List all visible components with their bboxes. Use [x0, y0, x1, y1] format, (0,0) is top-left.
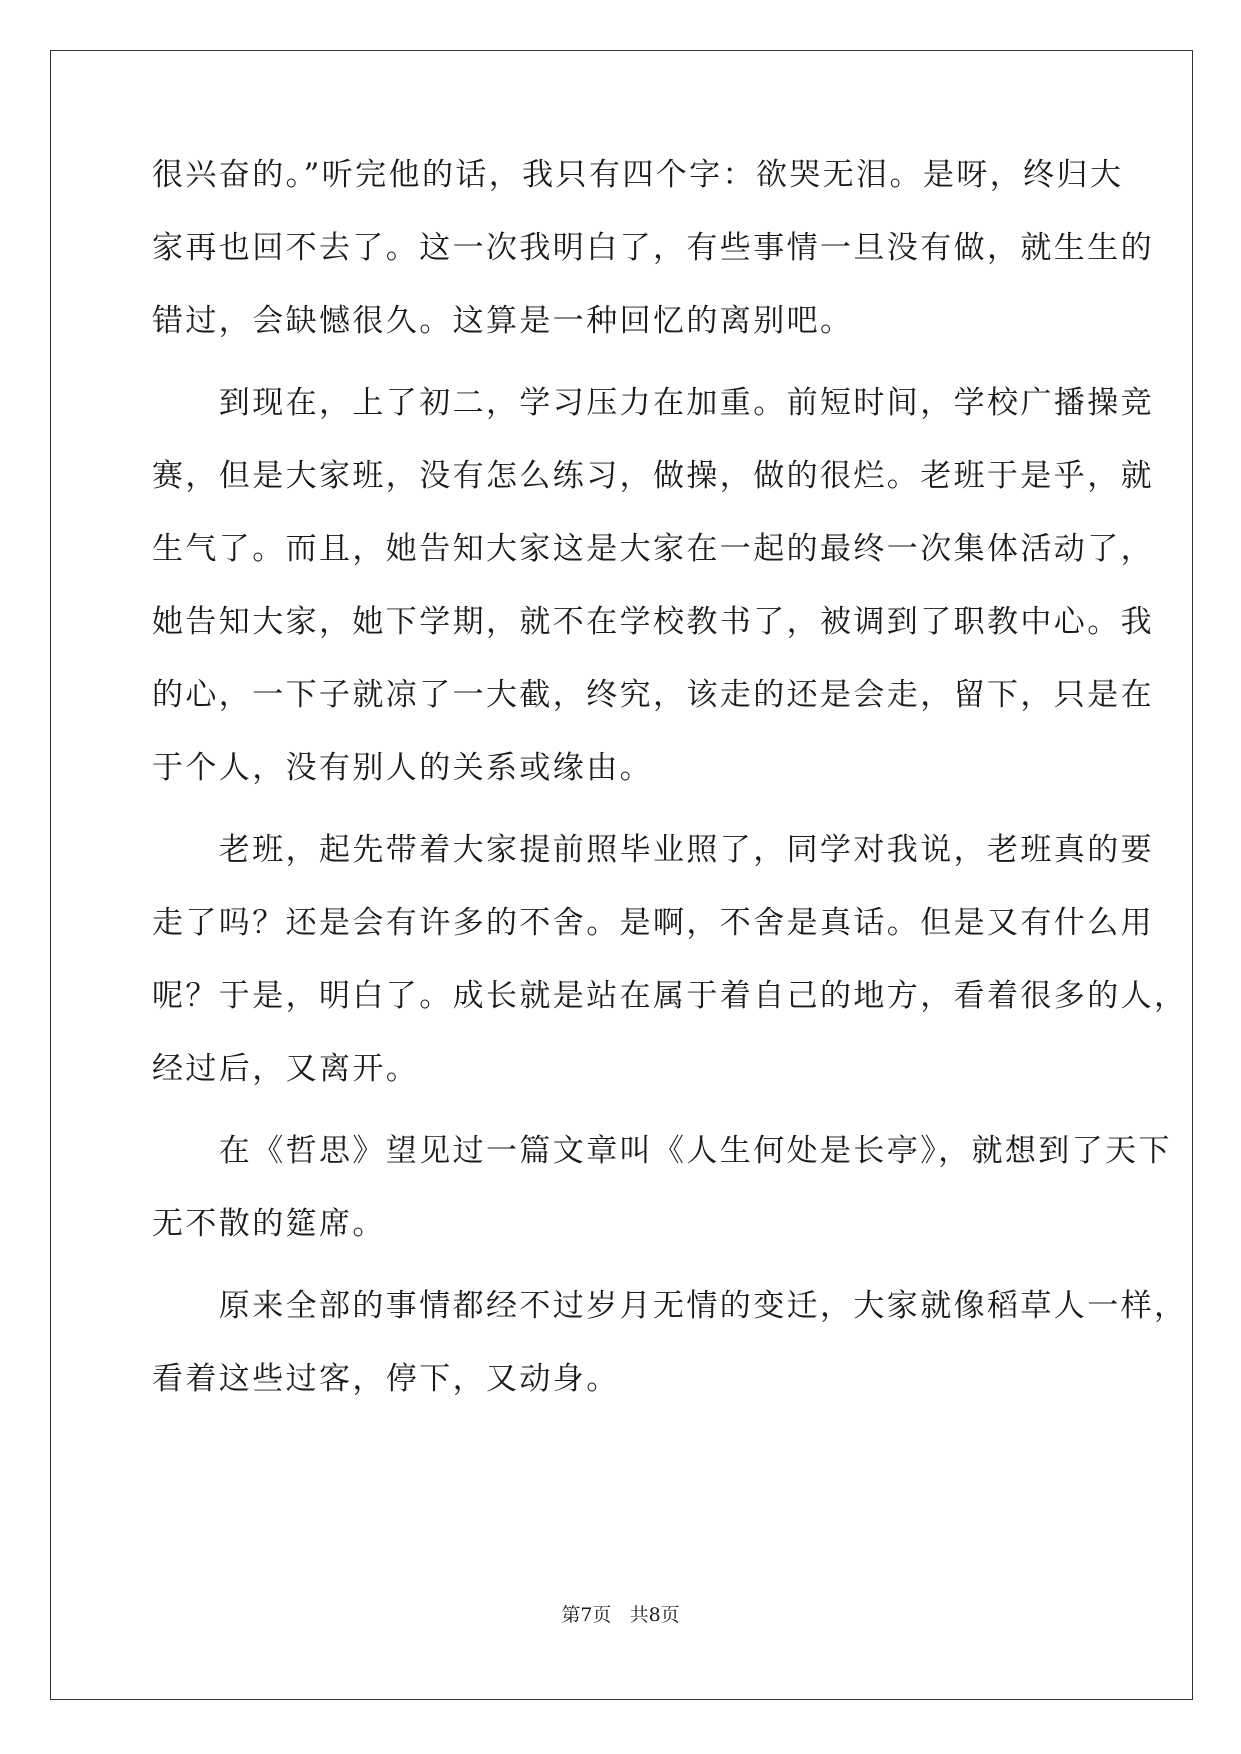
text-line: 错过，会缺憾很久。这算是一种回忆的离别吧。: [152, 303, 854, 339]
text-line: 于个人，没有别人的关系或缘由。: [152, 750, 653, 786]
page-number: 第7页: [561, 1604, 612, 1626]
text-line: 的心，一下子就凉了一大截，终究，该走的还是会走，留下，只是在: [152, 677, 1154, 713]
page-border: [50, 50, 1193, 1700]
text-line: 经过后，又离开。: [152, 1051, 420, 1087]
text-line: 在《哲思》望见过一篇文章叫《人生何处是长亭》，就想到了天下: [152, 1133, 1172, 1169]
page-total: 共8页: [629, 1604, 680, 1626]
text-line: 她告知大家，她下学期，就不在学校教书了，被调到了职教中心。我: [152, 604, 1154, 640]
text-line: 家再也回不去了。这一次我明白了，有些事情一旦没有做，就生生的: [152, 230, 1154, 266]
text-line: 呢？于是，明白了。成长就是站在属于着自己的地方，看着很多的人，: [152, 978, 1188, 1014]
text-line: 生气了。而且，她告知大家这是大家在一起的最终一次集体活动了，: [152, 531, 1154, 567]
text-line: 老班，起先带着大家提前照毕业照了，同学对我说，老班真的要: [152, 832, 1154, 868]
text-line: 到现在，上了初二，学习压力在加重。前短时间，学校广播操竞: [152, 385, 1154, 421]
text-line: 走了吗？还是会有许多的不舍。是啊，不舍是真话。但是又有什么用: [152, 905, 1154, 941]
text-line: 赛，但是大家班，没有怎么练习，做操，做的很烂。老班于是乎，就: [152, 458, 1154, 494]
text-line: 无不散的筵席。: [152, 1206, 386, 1242]
page-footer: [0, 1600, 1241, 1627]
text-line: 看着这些过客，停下，又动身。: [152, 1361, 620, 1397]
text-line: 原来全部的事情都经不过岁月无情的变迁，大家就像稻草人一样，: [152, 1288, 1188, 1324]
text-line: 很兴奋的。”听完他的话，我只有四个字：欲哭无泪。是呀，终归大: [152, 157, 1124, 193]
